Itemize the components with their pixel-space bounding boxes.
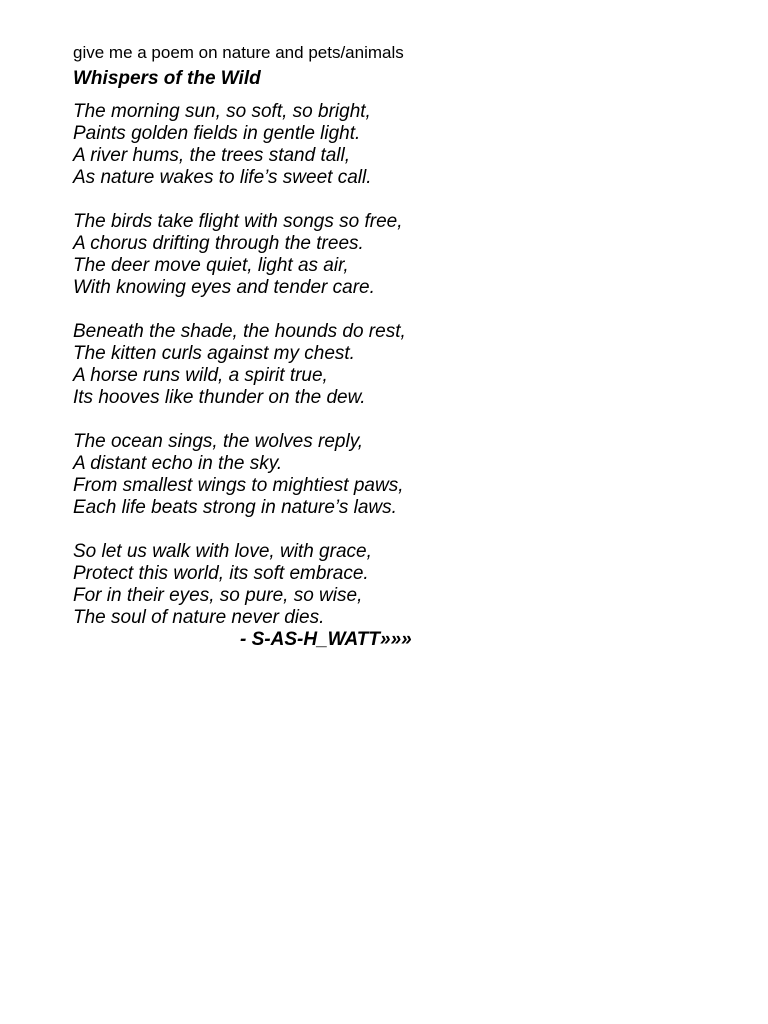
- poem-line: Its hooves like thunder on the dew.: [73, 387, 366, 408]
- poem-line: Protect this world, its soft embrace.: [73, 563, 369, 584]
- poem-signature: - S-AS-H_WATT»»»: [240, 629, 412, 650]
- prompt-text: give me a poem on nature and pets/animals: [73, 43, 404, 62]
- document-page: [73, 42, 693, 651]
- poem-line: The deer move quiet, light as air,: [73, 255, 349, 276]
- poem-line: With knowing eyes and tender care.: [73, 277, 375, 298]
- stanza-2: [73, 211, 693, 299]
- poem-line: A distant echo in the sky.: [73, 453, 283, 474]
- stanza-4: [73, 431, 693, 519]
- stanza-1: [73, 101, 693, 189]
- poem-line: Each life beats strong in nature’s laws.: [73, 497, 397, 518]
- poem-line: So let us walk with love, with grace,: [73, 541, 372, 562]
- poem-line: As nature wakes to life’s sweet call.: [73, 167, 372, 188]
- poem-line: The kitten curls against my chest.: [73, 343, 355, 364]
- poem-line: From smallest wings to mightiest paws,: [73, 475, 404, 496]
- poem-line: The ocean sings, the wolves reply,: [73, 431, 364, 452]
- poem-line: A river hums, the trees stand tall,: [73, 145, 351, 166]
- poem-line: A chorus drifting through the trees.: [73, 233, 364, 254]
- stanza-5: [73, 541, 693, 629]
- poem-title: Whispers of the Wild: [73, 68, 261, 89]
- poem-line: Beneath the shade, the hounds do rest,: [73, 321, 406, 342]
- poem-line: The soul of nature never dies.: [73, 607, 325, 628]
- poem-line: The birds take flight with songs so free,: [73, 211, 403, 232]
- poem-line: Paints golden fields in gentle light.: [73, 123, 361, 144]
- poem-line: The morning sun, so soft, so bright,: [73, 101, 371, 122]
- poem-line: A horse runs wild, a spirit true,: [73, 365, 328, 386]
- stanza-3: [73, 321, 693, 409]
- poem-line: For in their eyes, so pure, so wise,: [73, 585, 363, 606]
